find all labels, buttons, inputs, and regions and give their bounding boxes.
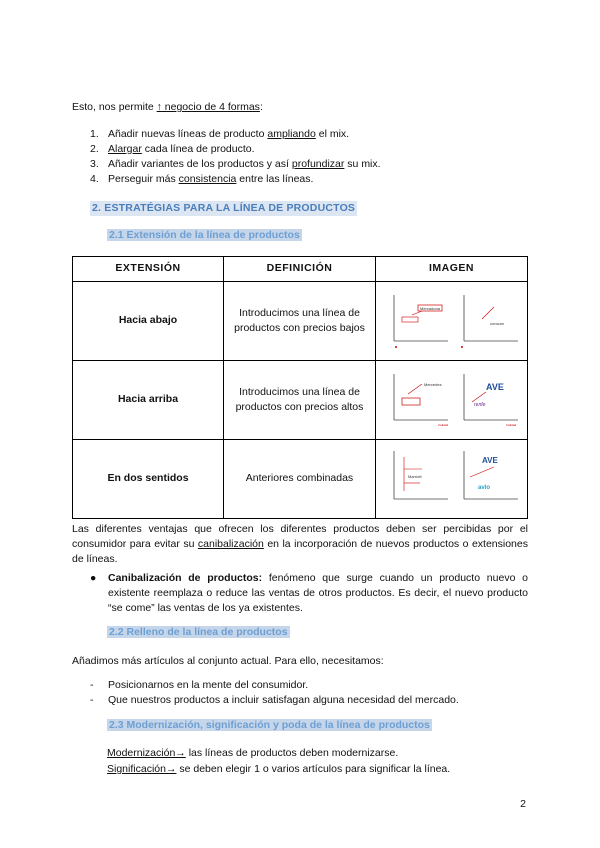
brand-label: renfe — [473, 402, 485, 408]
intro-link: ↑ negocio de 4 formas — [156, 101, 260, 113]
brand-label: Marriott — [407, 474, 422, 479]
modernizacion-line: Modernización→ las líneas de productos deben modernizarse. — [107, 747, 399, 759]
significacion-line: Significación→ se deben elegir 1 o varios artículos para significar la línea. — [107, 763, 451, 775]
brand-label: avlo — [477, 485, 490, 491]
section-heading: 2. ESTRATÉGIAS PARA LA LÍNEA DE PRODUCTOS — [90, 201, 357, 216]
positioning-map-image — [382, 289, 522, 353]
svg-text:AVE: AVE — [485, 382, 504, 392]
brand-label: consum — [489, 321, 504, 326]
list-item: 3. Añadir variantes de los productos y así profundizar su mix. — [90, 158, 381, 170]
list-item: 4. Perseguir más consistencia entre las líneas. — [90, 173, 314, 185]
bullet-canibalizacion: ● Canibalización de productos: fenómeno que surge cuando un producto nuevo o existente reemplaza o reduce las ventas de otros productos. Es decir, el nuevo producto “se come” las ventas de los ya existentes. — [90, 571, 528, 617]
cell-definition: Introducimos una línea de productos con precios bajos — [224, 282, 376, 361]
extension-table — [72, 256, 528, 519]
table-row — [73, 440, 528, 519]
list-item: 2. Alargar cada línea de producto. — [90, 143, 255, 155]
subheading-2-3: 2.3 Modernización, significación y poda de la línea de productos — [109, 719, 430, 731]
brand-label: Mercadona — [419, 306, 440, 311]
bullet-icon: ● — [90, 572, 97, 584]
intro-suffix: : — [259, 101, 263, 113]
subheading-2-2: 2.2 Relleno de la línea de productos — [109, 626, 288, 638]
svg-text:AVE: AVE — [481, 456, 498, 465]
paragraph-ventajas: Las diferentes ventajas que ofrecen los diferentes productos deben ser percibidas por el consumidor para evitar su canibalización en la incorporación de nuevos productos o extensiones de líneas. — [72, 523, 528, 566]
cell-image — [376, 282, 528, 361]
cell-definition: Anteriores combinadas — [224, 440, 376, 519]
list-item: - Que nuestros productos a incluir satisfagan alguna necesidad del mercado. — [90, 694, 459, 706]
table-header: DEFINICIÓN — [224, 257, 376, 282]
brand-label: Mercedes — [423, 382, 442, 387]
intro-prefix: Esto, nos permite — [72, 101, 157, 113]
svg-text:Calidad: Calidad — [505, 423, 516, 427]
table-row — [73, 282, 528, 361]
table-row — [73, 361, 528, 440]
cell-extension: En dos sentidos — [73, 440, 224, 519]
cell-definition: Introducimos una línea de productos con precios altos — [224, 361, 376, 440]
list-item: - Posicionarnos en la mente del consumidor. — [90, 679, 309, 691]
ways-list — [90, 127, 381, 187]
page-number: 2 — [520, 798, 526, 810]
subheading-2-1: 2.1 Extensión de la línea de productos — [109, 229, 300, 241]
positioning-map-image — [382, 368, 522, 432]
table-header: IMAGEN — [376, 257, 528, 282]
cell-extension: Hacia arriba — [73, 361, 224, 440]
cell-image — [376, 440, 528, 519]
list-item: 1. Añadir nuevas líneas de producto ampliando el mix. — [90, 128, 350, 140]
intro-line — [72, 100, 263, 115]
table-header: EXTENSIÓN — [73, 257, 224, 282]
cell-image — [376, 361, 528, 440]
paragraph-relleno: Añadimos más artículos al conjunto actual. Para ello, necesitamos: — [72, 655, 384, 667]
svg-text:Calidad: Calidad — [437, 423, 448, 427]
cell-extension: Hacia abajo — [73, 282, 224, 361]
positioning-map-image — [382, 447, 522, 511]
